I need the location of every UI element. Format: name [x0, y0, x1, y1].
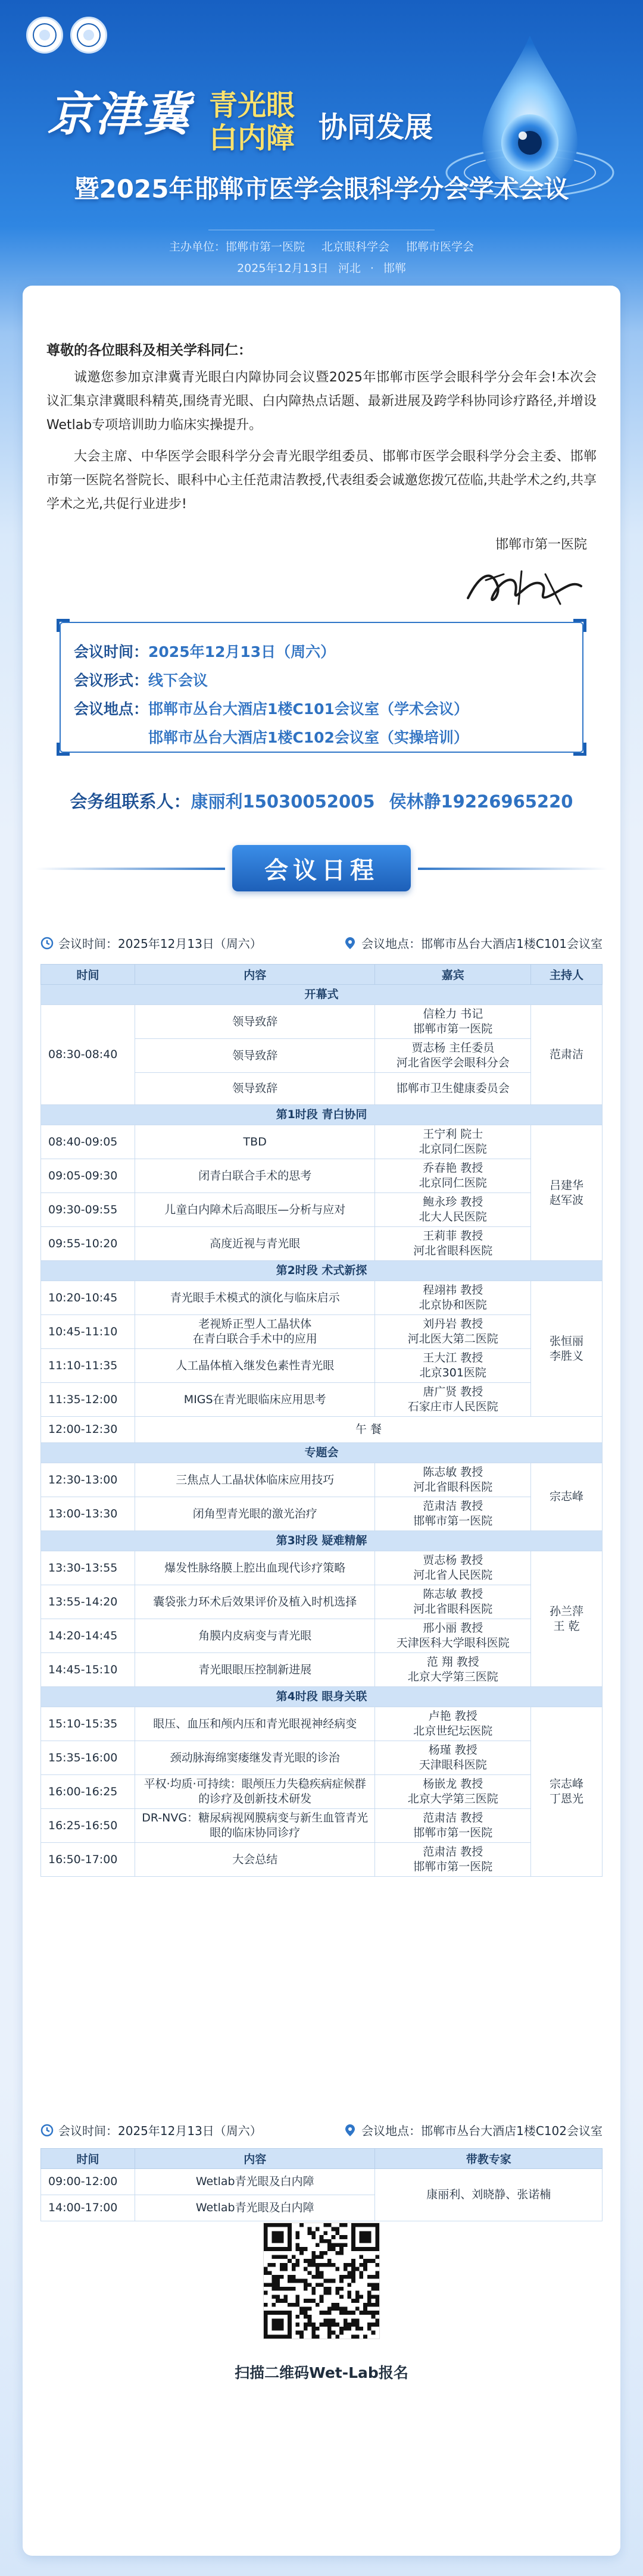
row-content: 高度近视与青光眼 [135, 1227, 374, 1261]
row-content: 大会总结 [135, 1843, 374, 1877]
col-header: 主持人 [531, 965, 603, 985]
row-guest: 卢艳 教授 北京世纪坛医院 [375, 1707, 531, 1741]
table-row [41, 1463, 603, 1497]
row-time: 13:00-13:30 [41, 1497, 135, 1531]
row-content: Wetlab青光眼及白内障 [135, 2169, 375, 2195]
row-time: 08:40-09:05 [41, 1125, 135, 1159]
row-content: 领导致辞 [135, 1005, 374, 1039]
col-header: 带教专家 [375, 2149, 603, 2169]
row-time: 10:20-10:45 [41, 1281, 135, 1315]
row-time: 09:30-09:55 [41, 1193, 135, 1227]
registration-qr-code[interactable] [263, 2223, 380, 2339]
section-title: 专题会 [41, 1443, 603, 1463]
row-time: 16:25-16:50 [41, 1809, 135, 1843]
letter-greeting: 尊敬的各位眼科及相关学科同仁： [46, 343, 252, 358]
title-part3: 协同发展 [319, 111, 433, 144]
qr-caption: 扫描二维码Wet-Lab报名 [235, 2364, 408, 2381]
schedule-banner [23, 845, 620, 893]
row-guest: 杨嵌龙 教授 北京大学第三医院 [375, 1775, 531, 1809]
wetlab-experts: 康丽利、刘晓静、张诺楠 [375, 2169, 603, 2221]
row-guest: 邯郸市卫生健康委员会 [375, 1073, 531, 1105]
row-guest: 程翊祎 教授 北京协和医院 [375, 1281, 531, 1315]
title-highlight-2: 白内障 [208, 121, 295, 155]
letter-paragraph: 大会主席、中华医学会眼科学分会青光眼学组委员、邯郸市医学会眼科学分会主委、邯郸市第一医院名誉院长、眼科中心主任范肃洁教授,代表组委会诚邀您拨冗莅临,共赴学术之约,共享学术之光,共促行业进步! [46, 449, 597, 512]
row-content: 老视矫正型人工晶状体 在青白联合手术中的应用 [135, 1315, 374, 1349]
row-guest: 陈志敏 教授 河北省眼科医院 [375, 1463, 531, 1497]
table-row [41, 1159, 603, 1193]
row-content: MIGS在青光眼临床应用思考 [135, 1383, 374, 1417]
row-content: 青光眼手术模式的演化与临床启示 [135, 1281, 374, 1315]
table-row [41, 1315, 603, 1349]
row-time: 13:55-14:20 [41, 1585, 135, 1619]
schedule-meta: 会议时间：2025年12月13日（周六） 会议地点：邯郸市丛台大酒店1楼C101会议室 [40, 934, 603, 951]
header [0, 0, 643, 298]
section-header [41, 1531, 603, 1551]
row-time: 09:05-09:30 [41, 1159, 135, 1193]
section-title: 第1时段 青白协同 [41, 1105, 603, 1125]
col-header: 时间 [41, 2149, 135, 2169]
table-row [41, 1497, 603, 1531]
row-time: 09:55-10:20 [41, 1227, 135, 1261]
row-time: 16:00-16:25 [41, 1775, 135, 1809]
table-row [41, 1707, 603, 1741]
row-time: 14:00-17:00 [41, 2195, 135, 2221]
header-location: 河北 [338, 262, 361, 275]
row-time: 13:30-13:55 [41, 1551, 135, 1585]
section-header [41, 1105, 603, 1125]
col-header: 内容 [135, 2149, 375, 2169]
row-guest: 王大江 教授 北京301医院 [375, 1349, 531, 1383]
row-time: 15:35-16:00 [41, 1741, 135, 1775]
table-row [41, 1005, 603, 1039]
row-host: 吕建华 赵军波 [531, 1125, 603, 1261]
row-content: 颈动脉海绵窦瘘继发青光眼的诊治 [135, 1741, 374, 1775]
row-time: 11:10-11:35 [41, 1349, 135, 1383]
schedule-table [40, 964, 603, 1877]
letter-signer: 邯郸市第一医院 [495, 537, 587, 552]
row-guest: 邢小丽 教授 天津医科大学眼科医院 [375, 1619, 531, 1653]
clock-icon [40, 937, 54, 950]
organizer-item: 邯郸市第一医院 [225, 240, 305, 253]
row-content: 眼压、血压和颅内压和青光眼视神经病变 [135, 1707, 374, 1741]
lunch-row [41, 1417, 603, 1443]
hospital-logo [26, 17, 63, 54]
table-row [41, 1775, 603, 1809]
row-guest: 乔春艳 教授 北京同仁医院 [375, 1159, 531, 1193]
row-content: 爆发性脉络膜上腔出血现代诊疗策略 [135, 1551, 374, 1585]
row-host: 孙兰萍 王 乾 [531, 1551, 603, 1687]
row-content: 青光眼眼压控制新进展 [135, 1653, 374, 1687]
row-content: Wetlab青光眼及白内障 [135, 2195, 375, 2221]
row-guest: 信栓力 书记 邯郸市第一医院 [375, 1005, 531, 1039]
row-host: 宗志峰 丁恩光 [531, 1707, 603, 1877]
row-content: 闭角型青光眼的激光治疗 [135, 1497, 374, 1531]
info-venue: 会议地点：邯郸市丛台大酒店1楼C101会议室（学术会议） [74, 700, 469, 718]
row-guest: 杨瑾 教授 天津眼科医院 [375, 1741, 531, 1775]
row-content: 角膜内皮病变与青光眼 [135, 1619, 374, 1653]
col-header: 时间 [41, 965, 135, 985]
table-row [41, 1843, 603, 1877]
row-host: 范肃洁 [531, 1005, 603, 1105]
row-guest: 王宁利 院士 北京同仁医院 [375, 1125, 531, 1159]
row-guest: 王莉菲 教授 河北省眼科医院 [375, 1227, 531, 1261]
row-guest: 刘丹岩 教授 河北医大第二医院 [375, 1315, 531, 1349]
row-guest: 陈志敏 教授 河北省眼科医院 [375, 1585, 531, 1619]
table-row [41, 1619, 603, 1653]
contact-1: 康丽利15030052005 [191, 791, 375, 812]
row-content: 囊袋张力环术后效果评价及植入时机选择 [135, 1585, 374, 1619]
row-guest: 鲍永珍 教授 北大人民医院 [375, 1193, 531, 1227]
organizers [54, 238, 589, 254]
contact-2: 侯林静19226965220 [389, 791, 573, 812]
subtitle: 暨2025年邯郸市医学会眼科学分会学术会议 [74, 174, 569, 204]
row-guest: 贾志杨 教授 河北省人民医院 [375, 1551, 531, 1585]
row-content: 平权·均质·可持续：眼颅压力失稳疾病症候群 的诊疗及创新技术研发 [135, 1775, 374, 1809]
row-host: 宗志峰 [531, 1463, 603, 1531]
row-time: 12:30-13:00 [41, 1463, 135, 1497]
table-row [41, 1551, 603, 1585]
wetlab-table [40, 2148, 603, 2221]
info-venue-2: 邯郸市丛台大酒店1楼C102会议室（实操培训） [148, 729, 469, 746]
table-row [41, 1349, 603, 1383]
content-card [23, 286, 620, 2556]
table-row [41, 1281, 603, 1315]
row-time: 11:35-12:00 [41, 1383, 135, 1417]
table-row [41, 1741, 603, 1775]
row-time: 10:45-11:10 [41, 1315, 135, 1349]
info-format: 会议形式：线下会议 [74, 672, 208, 689]
row-content: 领导致辞 [135, 1073, 374, 1105]
table-row [41, 1809, 603, 1843]
table-row [41, 1383, 603, 1417]
row-content: DR-NVG：糖尿病视网膜病变与新生血管青光 眼的临床协同诊疗 [135, 1809, 374, 1843]
row-time: 12:00-12:30 [41, 1417, 135, 1443]
signature-icon [462, 556, 587, 616]
title-highlight-1: 青光眼 [208, 89, 295, 122]
section-header [41, 1261, 603, 1281]
row-time: 08:30-08:40 [41, 1005, 135, 1105]
organizer-item: 北京眼科学会 [322, 240, 390, 253]
table-row [41, 2169, 603, 2195]
date-location: 2025年12月13日 河北 · 邯郸 [237, 262, 406, 275]
row-guest: 范 翔 教授 北京大学第三医院 [375, 1653, 531, 1687]
table-row [41, 1193, 603, 1227]
table-row [41, 1227, 603, 1261]
lunch-label: 午 餐 [135, 1417, 602, 1443]
row-time: 14:20-14:45 [41, 1619, 135, 1653]
header-location: 邯郸 [383, 262, 406, 275]
letter-paragraph: 诚邀您参加京津冀青光眼白内障协同会议暨2025年邯郸市医学会眼科学分会年会!本次会议汇集京津冀眼科精英,围绕青光眼、白内障热点话题、最新进展及跨学科协同诊疗路径,并增设Wetlab专项培训助力临床实操提升。 [46, 370, 597, 433]
row-content: TBD [135, 1125, 374, 1159]
section-header [41, 985, 603, 1005]
section-title: 第2时段 术式新探 [41, 1261, 603, 1281]
row-content: 人工晶体植入继发色素性青光眼 [135, 1349, 374, 1383]
row-guest: 唐广贤 教授 石家庄市人民医院 [375, 1383, 531, 1417]
wetlab-meta: 会议时间：2025年12月13日（周六） 会议地点：邯郸市丛台大酒店1楼C102会议室 [40, 2121, 603, 2139]
section-title: 第3时段 疑难精解 [41, 1531, 603, 1551]
contacts: 会务组联系人：康丽利15030052005 侯林静19226965220 [70, 791, 573, 812]
row-content: 闭青白联合手术的思考 [135, 1159, 374, 1193]
section-title: 第4时段 眼身关联 [41, 1687, 603, 1707]
society-logo [70, 17, 107, 54]
row-time: 15:10-15:35 [41, 1707, 135, 1741]
clock-icon [40, 2124, 54, 2137]
section-header [41, 1687, 603, 1707]
row-content: 领导致辞 [135, 1039, 374, 1073]
location-pin-icon [344, 937, 357, 950]
row-time: 16:50-17:00 [41, 1843, 135, 1877]
row-guest: 范肃洁 教授 邯郸市第一医院 [375, 1843, 531, 1877]
row-time: 14:45-15:10 [41, 1653, 135, 1687]
location-pin-icon [344, 2124, 357, 2137]
row-content: 儿童白内障术后高眼压—分析与应对 [135, 1193, 374, 1227]
row-content: 三焦点人工晶状体临床应用技巧 [135, 1463, 374, 1497]
info-time: 会议时间：2025年12月13日（周六） [74, 643, 336, 661]
title-highlight [189, 89, 314, 155]
section-title: 开幕式 [41, 985, 603, 1005]
row-guest: 贾志杨 主任委员 河北省医学会眼科分会 [375, 1039, 531, 1073]
table-row [41, 1653, 603, 1687]
row-host: 张恒丽 李胜义 [531, 1281, 603, 1417]
table-row [41, 1585, 603, 1619]
organizer-item: 邯郸市医学会 [406, 240, 475, 253]
row-time: 09:00-12:00 [41, 2169, 135, 2195]
col-header: 内容 [135, 965, 374, 985]
schedule-title: 会议日程 [232, 845, 411, 891]
title-part1: 京津冀 [48, 87, 191, 142]
row-guest: 范肃洁 教授 邯郸市第一医院 [375, 1809, 531, 1843]
organizers-label: 主办单位： [168, 240, 226, 253]
col-header: 嘉宾 [375, 965, 531, 985]
header-date: 2025年12月13日 [237, 262, 329, 275]
table-row [41, 1125, 603, 1159]
section-header [41, 1443, 603, 1463]
row-guest: 范肃洁 教授 邯郸市第一医院 [375, 1497, 531, 1531]
